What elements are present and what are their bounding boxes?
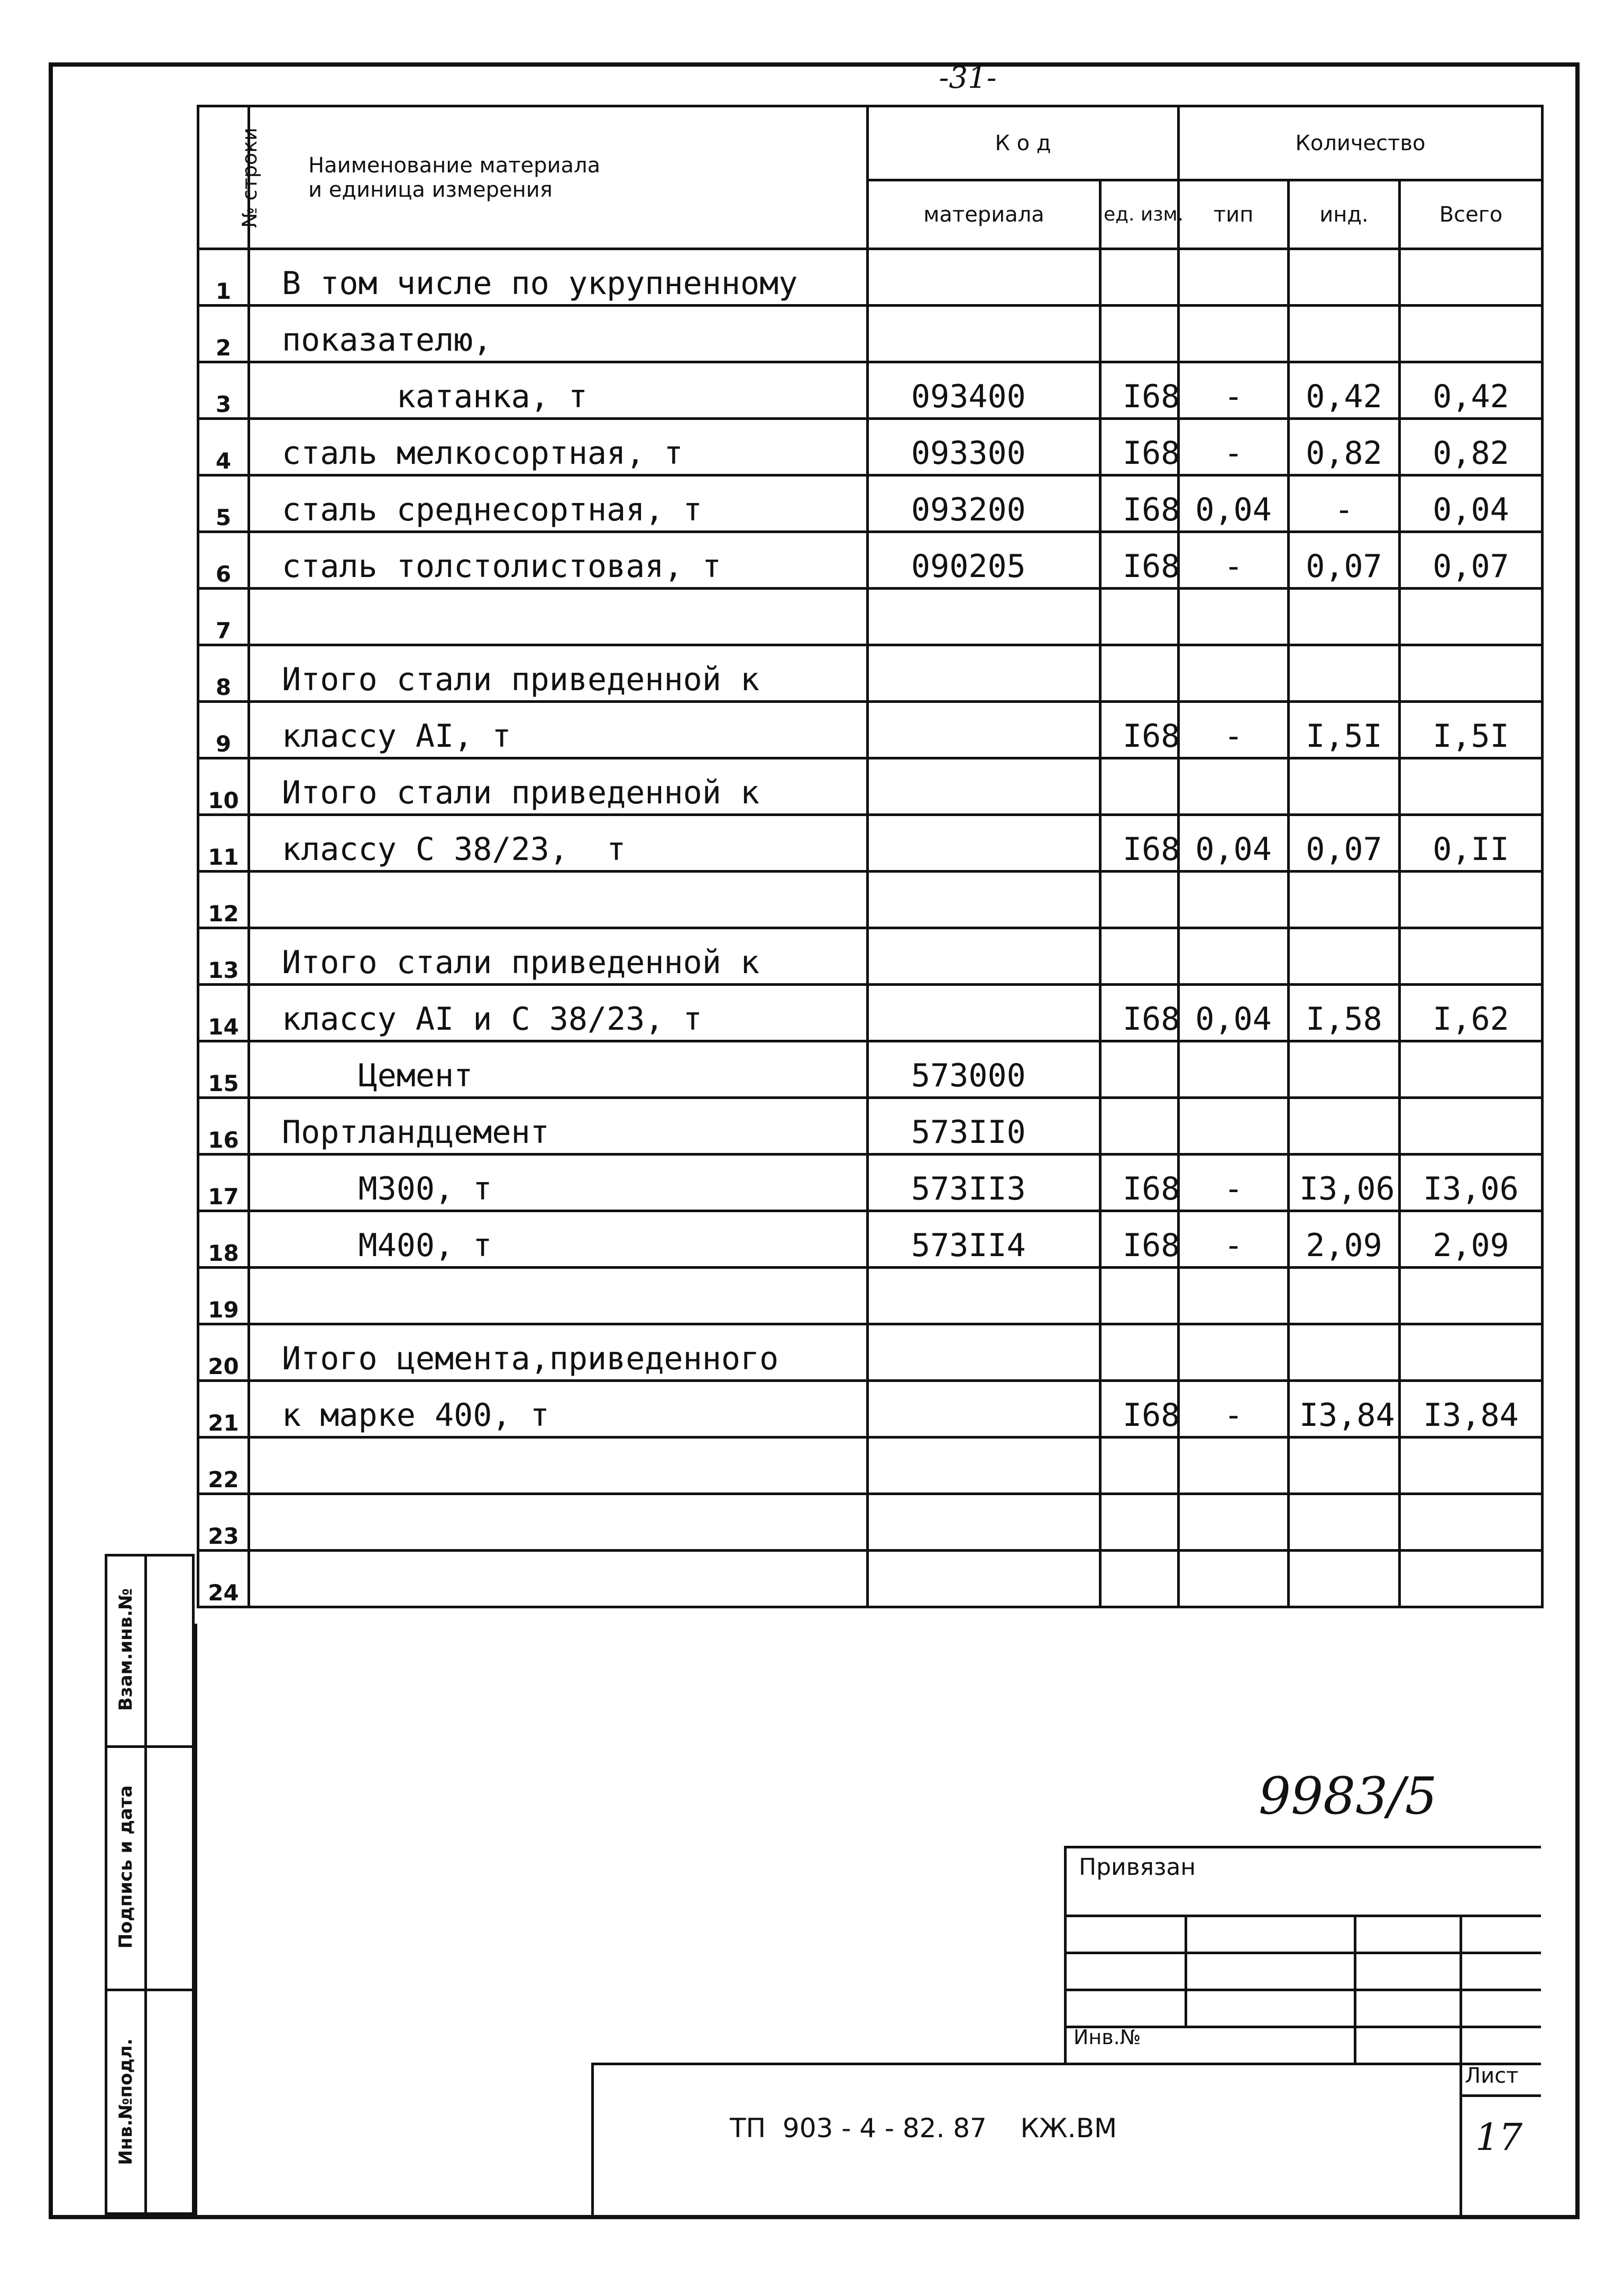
material-code-cell: 093200	[868, 475, 1100, 532]
row-number-cell: 23	[198, 1494, 249, 1551]
title-block-line	[591, 2063, 1541, 2065]
qty-ind-cell: I,5I	[1289, 702, 1400, 758]
unit-code-cell	[1100, 1494, 1179, 1551]
sheet-number: 17	[1475, 2116, 1523, 2159]
material-code-cell	[868, 872, 1100, 928]
material-name-cell: катанка, т	[249, 362, 868, 419]
qty-type-cell	[1179, 1324, 1289, 1381]
table-row	[198, 1098, 1543, 1155]
header-qty-ind: инд.	[1289, 180, 1400, 249]
table-row	[198, 1211, 1543, 1268]
row-number-cell: 2	[198, 306, 249, 362]
table-row	[198, 532, 1543, 589]
qty-total-cell	[1400, 1551, 1543, 1607]
qty-ind-cell: 0,82	[1289, 419, 1400, 475]
qty-ind-cell	[1289, 1437, 1400, 1494]
table-row	[198, 1041, 1543, 1098]
unit-code-cell: I68	[1100, 362, 1179, 419]
unit-code-cell	[1100, 1437, 1179, 1494]
material-code-cell	[868, 758, 1100, 815]
header-unit: ед. изм.	[1100, 180, 1179, 249]
materials-table	[197, 105, 1544, 1608]
archive-number: 9983/5	[1259, 1766, 1437, 1826]
material-code-cell: 573II0	[868, 1098, 1100, 1155]
material-name-cell: к марке 400, т	[249, 1381, 868, 1437]
unit-code-cell	[1100, 1041, 1179, 1098]
designation: ТП 903 - 4 - 82. 87 КЖ.ВМ	[730, 2113, 1117, 2144]
material-code-cell	[868, 589, 1100, 645]
qty-ind-cell: 0,07	[1289, 815, 1400, 872]
qty-type-cell: -	[1179, 419, 1289, 475]
qty-ind-cell: I3,84	[1289, 1381, 1400, 1437]
material-name-cell: Портландцемент	[249, 1098, 868, 1155]
title-block-line	[591, 2063, 594, 2216]
qty-total-cell: 0,07	[1400, 532, 1543, 589]
table-row	[198, 815, 1543, 872]
qty-type-cell	[1179, 872, 1289, 928]
qty-type-cell: -	[1179, 362, 1289, 419]
table-row	[198, 928, 1543, 985]
qty-total-cell: I,62	[1400, 985, 1543, 1041]
qty-ind-cell	[1289, 249, 1400, 306]
qty-ind-cell	[1289, 589, 1400, 645]
table-row	[198, 306, 1543, 362]
material-name-cell: сталь толстолистовая, т	[249, 532, 868, 589]
qty-type-cell: 0,04	[1179, 815, 1289, 872]
qty-ind-cell: 2,09	[1289, 1211, 1400, 1268]
row-number-cell: 19	[198, 1268, 249, 1324]
table-row	[198, 362, 1543, 419]
material-name-cell	[249, 589, 868, 645]
material-name-cell	[249, 1551, 868, 1607]
row-number-cell: 20	[198, 1324, 249, 1381]
qty-total-cell	[1400, 928, 1543, 985]
header-qty-type: тип	[1179, 180, 1289, 249]
unit-code-cell: I68	[1100, 532, 1179, 589]
material-code-cell	[868, 1268, 1100, 1324]
row-number-cell: 15	[198, 1041, 249, 1098]
table-row	[198, 702, 1543, 758]
row-number-cell: 18	[198, 1211, 249, 1268]
header-material-name: Наименование материала и единица измерения	[249, 106, 868, 249]
qty-type-cell	[1179, 1494, 1289, 1551]
unit-code-cell	[1100, 249, 1179, 306]
material-code-cell	[868, 249, 1100, 306]
page-number: -31-	[939, 61, 997, 95]
title-block-line	[1064, 1952, 1541, 1954]
material-name-cell: Итого стали приведенной к	[249, 758, 868, 815]
material-name-cell: классу AI, т	[249, 702, 868, 758]
qty-type-cell	[1179, 645, 1289, 702]
unit-code-cell	[1100, 872, 1179, 928]
unit-code-cell: I68	[1100, 985, 1179, 1041]
row-number-cell: 4	[198, 419, 249, 475]
qty-total-cell	[1400, 1437, 1543, 1494]
material-code-cell	[868, 645, 1100, 702]
material-code-cell	[868, 702, 1100, 758]
unit-code-cell: I68	[1100, 419, 1179, 475]
row-number-cell: 8	[198, 645, 249, 702]
material-code-cell: 573000	[868, 1041, 1100, 1098]
row-number-cell: 5	[198, 475, 249, 532]
table-row	[198, 475, 1543, 532]
row-number-cell: 10	[198, 758, 249, 815]
qty-total-cell	[1400, 249, 1543, 306]
vzam-inv-label: Взам.инв.№	[115, 1588, 136, 1711]
unit-code-cell	[1100, 1268, 1179, 1324]
table-row	[198, 758, 1543, 815]
qty-type-cell	[1179, 249, 1289, 306]
qty-total-cell: I,5I	[1400, 702, 1543, 758]
title-block-line	[1064, 1846, 1541, 1848]
qty-type-cell	[1179, 758, 1289, 815]
material-code-cell: 093400	[868, 362, 1100, 419]
row-number-cell: 17	[198, 1155, 249, 1211]
unit-code-cell	[1100, 1098, 1179, 1155]
qty-type-cell: -	[1179, 1211, 1289, 1268]
material-code-cell	[868, 928, 1100, 985]
title-block-line	[1064, 1915, 1541, 1917]
title-block-line	[1460, 1915, 1462, 2216]
unit-code-cell	[1100, 306, 1179, 362]
unit-code-cell	[1100, 928, 1179, 985]
title-block-line	[1185, 1915, 1187, 2026]
qty-type-cell: -	[1179, 532, 1289, 589]
qty-type-cell	[1179, 589, 1289, 645]
qty-total-cell: 0,04	[1400, 475, 1543, 532]
qty-total-cell	[1400, 645, 1543, 702]
material-name-cell	[249, 872, 868, 928]
qty-type-cell: 0,04	[1179, 985, 1289, 1041]
qty-total-cell	[1400, 1324, 1543, 1381]
qty-total-cell	[1400, 1268, 1543, 1324]
qty-ind-cell	[1289, 758, 1400, 815]
table-row	[198, 985, 1543, 1041]
qty-type-cell	[1179, 306, 1289, 362]
table-row	[198, 872, 1543, 928]
qty-type-cell: -	[1179, 1155, 1289, 1211]
qty-type-cell	[1179, 1551, 1289, 1607]
title-block-line	[1064, 1989, 1541, 1991]
qty-ind-cell	[1289, 645, 1400, 702]
title-block-line	[1354, 1915, 1356, 2063]
qty-type-cell: 0,04	[1179, 475, 1289, 532]
qty-total-cell	[1400, 306, 1543, 362]
sheet-label: Лист	[1465, 2064, 1519, 2088]
material-code-cell: 573II4	[868, 1211, 1100, 1268]
header-code-material: материала	[868, 180, 1100, 249]
table-row	[198, 1494, 1543, 1551]
material-name-cell: М400, т	[249, 1211, 868, 1268]
table-row	[198, 589, 1543, 645]
material-name-cell: показателю,	[249, 306, 868, 362]
row-number-cell: 24	[198, 1551, 249, 1607]
qty-total-cell	[1400, 758, 1543, 815]
inv-podl-label: Инв.№подл.	[115, 2038, 136, 2165]
qty-ind-cell: 0,42	[1289, 362, 1400, 419]
row-number-cell: 21	[198, 1381, 249, 1437]
material-name-cell	[249, 1494, 868, 1551]
table-row	[198, 1437, 1543, 1494]
podpis-data-label: Подпись и дата	[115, 1785, 136, 1949]
material-name-cell: В том числе по укрупненному	[249, 249, 868, 306]
material-name-cell: Цемент	[249, 1041, 868, 1098]
header-code: К о д	[868, 106, 1179, 180]
material-code-cell: 573II3	[868, 1155, 1100, 1211]
qty-total-cell	[1400, 1098, 1543, 1155]
material-code-cell	[868, 985, 1100, 1041]
privyazan-label: Привязан	[1079, 1854, 1196, 1881]
unit-code-cell: I68	[1100, 1381, 1179, 1437]
table-row	[198, 1268, 1543, 1324]
qty-total-cell: 0,82	[1400, 419, 1543, 475]
unit-code-cell	[1100, 1324, 1179, 1381]
qty-type-cell: -	[1179, 702, 1289, 758]
material-code-cell: 093300	[868, 419, 1100, 475]
material-name-cell: М300, т	[249, 1155, 868, 1211]
material-code-cell	[868, 815, 1100, 872]
qty-ind-cell	[1289, 1268, 1400, 1324]
material-code-cell	[868, 306, 1100, 362]
material-name-cell: классу С 38/23, т	[249, 815, 868, 872]
qty-type-cell: -	[1179, 1381, 1289, 1437]
row-number-cell: 13	[198, 928, 249, 985]
material-name-cell: Итого стали приведенной к	[249, 645, 868, 702]
inner-frame-line	[195, 1624, 197, 2216]
qty-ind-cell	[1289, 1551, 1400, 1607]
qty-ind-cell	[1289, 928, 1400, 985]
material-code-cell	[868, 1494, 1100, 1551]
qty-total-cell	[1400, 1041, 1543, 1098]
unit-code-cell	[1100, 645, 1179, 702]
qty-total-cell: 2,09	[1400, 1211, 1543, 1268]
material-code-cell	[868, 1551, 1100, 1607]
table-row	[198, 1324, 1543, 1381]
qty-total-cell: I3,06	[1400, 1155, 1543, 1211]
material-name-cell: сталь мелкосортная, т	[249, 419, 868, 475]
unit-code-cell: I68	[1100, 1155, 1179, 1211]
table-row	[198, 249, 1543, 306]
qty-ind-cell	[1289, 306, 1400, 362]
qty-total-cell	[1400, 872, 1543, 928]
qty-type-cell	[1179, 1041, 1289, 1098]
unit-code-cell	[1100, 1551, 1179, 1607]
row-number-cell: 16	[198, 1098, 249, 1155]
material-name-cell: Итого цемента,приведенного	[249, 1324, 868, 1381]
row-number-cell: 9	[198, 702, 249, 758]
qty-ind-cell	[1289, 1324, 1400, 1381]
header-quantity: Количество	[1179, 106, 1543, 180]
qty-total-cell	[1400, 1494, 1543, 1551]
table-row	[198, 1551, 1543, 1607]
qty-total-cell: 0,II	[1400, 815, 1543, 872]
qty-ind-cell: 0,07	[1289, 532, 1400, 589]
row-number-cell: 11	[198, 815, 249, 872]
table-row	[198, 645, 1543, 702]
qty-ind-cell: I,58	[1289, 985, 1400, 1041]
unit-code-cell: I68	[1100, 1211, 1179, 1268]
table-body	[198, 249, 1543, 1607]
table-row	[198, 1155, 1543, 1211]
qty-type-cell	[1179, 928, 1289, 985]
title-block-line	[1460, 2094, 1541, 2097]
row-number-cell: 14	[198, 985, 249, 1041]
qty-total-cell	[1400, 589, 1543, 645]
header-row-number: № строки	[198, 106, 249, 249]
header-qty-total: Всего	[1400, 180, 1543, 249]
table-row	[198, 1381, 1543, 1437]
material-code-cell: 090205	[868, 532, 1100, 589]
unit-code-cell	[1100, 589, 1179, 645]
inv-no-label: Инв.№	[1074, 2026, 1141, 2049]
qty-type-cell	[1179, 1437, 1289, 1494]
qty-total-cell: 0,42	[1400, 362, 1543, 419]
row-number-cell: 12	[198, 872, 249, 928]
unit-code-cell: I68	[1100, 702, 1179, 758]
qty-type-cell	[1179, 1098, 1289, 1155]
material-code-cell	[868, 1381, 1100, 1437]
title-block-line	[1064, 1846, 1067, 2063]
material-name-cell	[249, 1268, 868, 1324]
material-name-cell	[249, 1437, 868, 1494]
row-number-cell: 7	[198, 589, 249, 645]
qty-ind-cell	[1289, 1041, 1400, 1098]
unit-code-cell	[1100, 758, 1179, 815]
qty-ind-cell: I3,06	[1289, 1155, 1400, 1211]
row-number-cell: 6	[198, 532, 249, 589]
row-number-cell: 3	[198, 362, 249, 419]
qty-total-cell: I3,84	[1400, 1381, 1543, 1437]
material-name-cell: классу AI и С 38/23, т	[249, 985, 868, 1041]
qty-ind-cell	[1289, 872, 1400, 928]
material-code-cell	[868, 1437, 1100, 1494]
unit-code-cell: I68	[1100, 475, 1179, 532]
unit-code-cell: I68	[1100, 815, 1179, 872]
qty-type-cell	[1179, 1268, 1289, 1324]
material-name-cell: Итого стали приведенной к	[249, 928, 868, 985]
material-name-cell: сталь среднесортная, т	[249, 475, 868, 532]
qty-ind-cell	[1289, 1494, 1400, 1551]
qty-ind-cell: -	[1289, 475, 1400, 532]
row-number-cell: 22	[198, 1437, 249, 1494]
row-number-cell: 1	[198, 249, 249, 306]
table-row	[198, 419, 1543, 475]
material-code-cell	[868, 1324, 1100, 1381]
qty-ind-cell	[1289, 1098, 1400, 1155]
